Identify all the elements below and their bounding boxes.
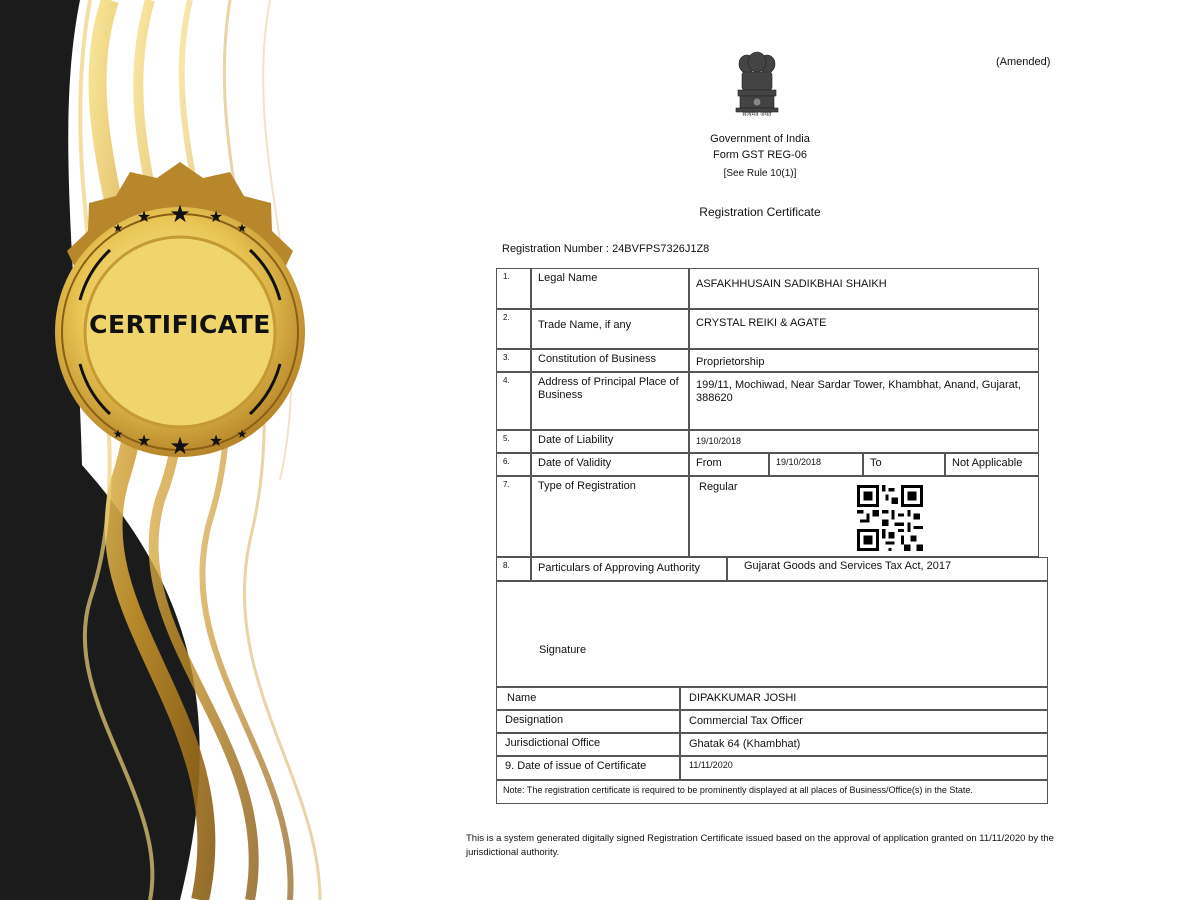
- legal-name-value: ASFAKHHUSAIN SADIKBHAI SHAIKH: [689, 268, 1039, 309]
- trade-name-value: CRYSTAL REIKI & AGATE: [689, 309, 1039, 349]
- registration-number: [502, 243, 709, 255]
- row-2-number: 2.: [496, 309, 531, 349]
- approving-authority-value: Gujarat Goods and Services Tax Act, 2017: [727, 557, 1048, 581]
- svg-text:★: ★: [169, 200, 191, 228]
- validity-to-label: To: [863, 453, 945, 476]
- date-of-issue-label: 9. Date of issue of Certificate: [496, 756, 680, 780]
- decorative-gold-ribbon-background: [0, 0, 360, 900]
- address-value: 199/11, Mochiwad, Near Sardar Tower, Khambhat, Anand, Gujarat, 388620: [689, 372, 1039, 430]
- row-7-number: 7.: [496, 476, 531, 557]
- qr-code-icon: [857, 485, 923, 551]
- emblem-motto: सत्यमेव जयते: [742, 112, 772, 118]
- type-of-registration-label: Type of Registration: [531, 476, 689, 557]
- signature-label: Signature: [539, 644, 587, 656]
- date-of-issue-value: 11/11/2020: [680, 756, 1048, 780]
- designation-value: Commercial Tax Officer: [680, 710, 1048, 733]
- display-note: Note: The registration certificate is required to be prominently displayed at all places of Business/Office(s) in the State.: [496, 780, 1048, 804]
- government-label: Government of India: [710, 133, 810, 145]
- form-number: Form GST REG-06: [713, 149, 807, 161]
- svg-text:★: ★: [236, 221, 248, 235]
- approving-authority-label: Particulars of Approving Authority: [531, 557, 727, 581]
- row-6-number: 6.: [496, 453, 531, 476]
- amended-label: (Amended): [996, 56, 1051, 68]
- footer-disclaimer: This is a system generated digitally signed Registration Certificate issued based on the approval of application granted on 11/11/2020 by the jurisdictional authority.: [466, 833, 1054, 859]
- registration-number-label: Registration Number :: [502, 243, 609, 255]
- date-of-validity-label: Date of Validity: [531, 453, 689, 476]
- row-4-number: 4.: [496, 372, 531, 430]
- svg-text:★: ★: [208, 207, 224, 226]
- jurisdictional-office-value: Ghatak 64 (Khambhat): [680, 733, 1048, 756]
- signature-box: [496, 581, 1048, 687]
- svg-text:★: ★: [169, 432, 191, 460]
- svg-text:★: ★: [136, 431, 152, 450]
- row-5-number: 5.: [496, 430, 531, 453]
- row-8-number: 8.: [496, 557, 531, 581]
- constitution-label: Constitution of Business: [531, 349, 689, 372]
- jurisdictional-office-label: Jurisdictional Office: [496, 733, 680, 756]
- certificate-badge-label: CERTIFICATE: [89, 310, 271, 339]
- officer-name-value: DIPAKKUMAR JOSHI: [680, 687, 1048, 710]
- validity-from-label: From: [689, 453, 769, 476]
- svg-text:★: ★: [112, 221, 124, 235]
- row-1-number: 1.: [496, 268, 531, 309]
- rule-reference: [See Rule 10(1)]: [723, 168, 797, 179]
- officer-name-label: Name: [496, 687, 680, 710]
- type-of-registration-value: Regular: [689, 476, 1039, 557]
- svg-text:★: ★: [208, 431, 224, 450]
- row-3-number: 3.: [496, 349, 531, 372]
- svg-text:★: ★: [112, 427, 124, 441]
- registration-number-value: 24BVFPS7326J1Z8: [612, 243, 710, 255]
- trade-name-label: Trade Name, if any: [531, 309, 689, 349]
- address-label: Address of Principal Place of Business: [531, 372, 689, 430]
- date-of-liability-label: Date of Liability: [531, 430, 689, 453]
- validity-to-value: Not Applicable: [945, 453, 1039, 476]
- legal-name-label: Legal Name: [531, 268, 689, 309]
- constitution-value: Proprietorship: [689, 349, 1039, 372]
- designation-label: Designation: [496, 710, 680, 733]
- svg-text:★: ★: [136, 207, 152, 226]
- certificate-title: Registration Certificate: [699, 205, 821, 219]
- date-of-liability-value: 19/10/2018: [689, 430, 1039, 453]
- svg-text:★: ★: [236, 427, 248, 441]
- validity-from-value: 19/10/2018: [769, 453, 863, 476]
